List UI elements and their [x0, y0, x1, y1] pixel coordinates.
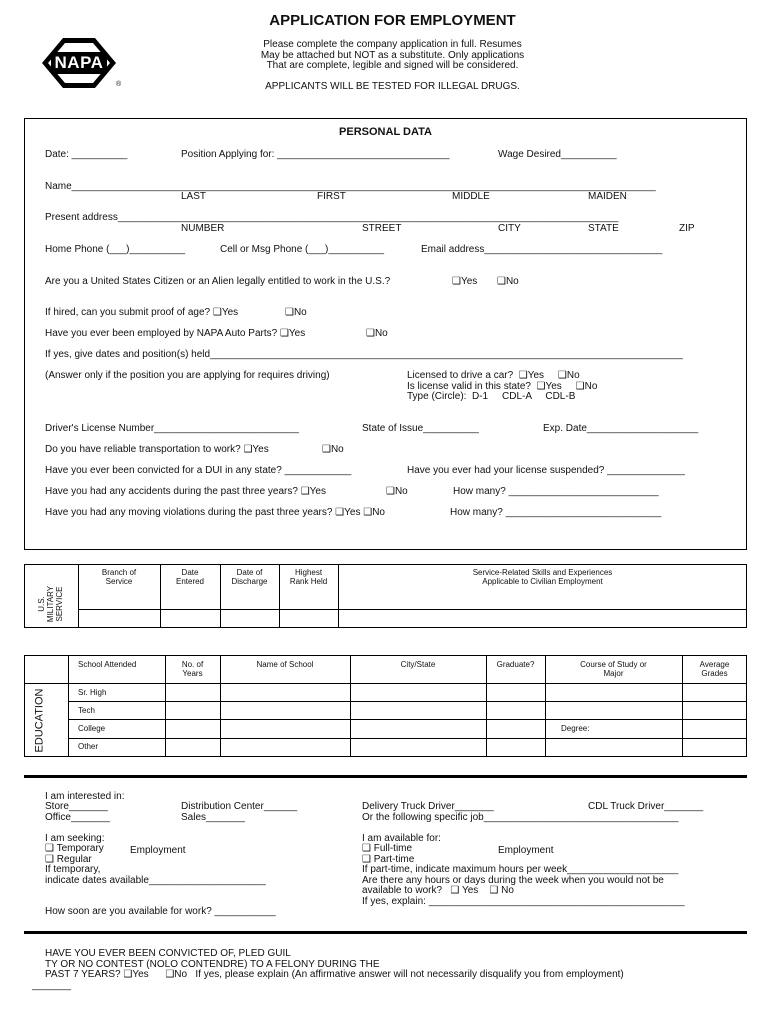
- violations-question[interactable]: Have you had any moving violations during the past three years? ❑Yes ❑No: [45, 507, 385, 518]
- name-last-label: LAST: [181, 191, 207, 202]
- col-skills-header: Service-Related Skills and Experiences Applicable to Civilian Employment: [472, 568, 613, 586]
- section-divider: [24, 775, 747, 778]
- available-for-heading: I am available for:: [362, 833, 441, 844]
- position-field[interactable]: Position Applying for: _______________________________: [181, 149, 450, 160]
- citizen-no-checkbox[interactable]: ❑No: [497, 276, 519, 287]
- edu-row-college: College: [78, 724, 106, 733]
- col-years-header: No. of Years: [181, 660, 204, 678]
- dl-state-field[interactable]: State of Issue__________: [362, 423, 479, 434]
- name-middle-label: MIDDLE: [452, 191, 490, 202]
- temp-dates-field[interactable]: indicate dates available_____________________: [45, 875, 266, 886]
- name-field[interactable]: Name_________________________________________________________________________________________________________: [45, 181, 656, 192]
- delivery-driver-field[interactable]: Delivery Truck Driver_______: [362, 801, 494, 812]
- license-valid-question[interactable]: Is license valid in this state? ❑Yes ❑No: [407, 381, 598, 392]
- addr-number-label: NUMBER: [181, 223, 225, 234]
- age-no-checkbox[interactable]: ❑No: [285, 307, 307, 318]
- if-temporary-label: If temporary,: [45, 864, 101, 875]
- felony-line-4[interactable]: _______: [32, 980, 71, 991]
- driving-note: (Answer only if the position you are applying for requires driving): [45, 370, 330, 381]
- suspended-question[interactable]: Have you ever had your license suspended? ______________: [407, 465, 685, 476]
- violations-count-field[interactable]: How many? ____________________________: [450, 507, 662, 518]
- interested-heading: I am interested in:: [45, 791, 125, 802]
- col-city-header: City/State: [400, 660, 436, 669]
- sales-field[interactable]: Sales_______: [181, 812, 245, 823]
- employment-label-2: Employment: [498, 845, 554, 856]
- address-field[interactable]: Present address__________________________________________________________________________________________: [45, 212, 619, 223]
- col-grades-header: Average Grades: [699, 660, 730, 678]
- transport-no-checkbox[interactable]: ❑No: [322, 444, 344, 455]
- registered-mark: ®: [116, 81, 122, 88]
- full-time-checkbox[interactable]: ❑ Full-time: [362, 843, 413, 854]
- licensed-question[interactable]: Licensed to drive a car? ❑Yes ❑No: [407, 370, 580, 381]
- email-field[interactable]: Email address________________________________: [421, 244, 663, 255]
- dui-question[interactable]: Have you ever been convicted for a DUI in any state? ____________: [45, 465, 352, 476]
- col-rank-header: Highest Rank Held: [289, 568, 328, 586]
- col-course-header: Course of Study or Major: [580, 660, 647, 678]
- addr-zip-label: ZIP: [679, 223, 695, 234]
- temporary-checkbox[interactable]: ❑ Temporary: [45, 843, 104, 854]
- citizen-question: Are you a United States Citizen or an Alien legally entitled to work in the U.S.?: [45, 276, 391, 287]
- felony-divider: [24, 931, 747, 934]
- napa-no-checkbox[interactable]: ❑No: [366, 328, 388, 339]
- edu-row-tech: Tech: [78, 706, 95, 715]
- napa-dates-field[interactable]: If yes, give dates and position(s) held_____________________________________________________________________________________: [45, 349, 683, 360]
- addr-city-label: CITY: [498, 223, 521, 234]
- instructions-line-3: That are complete, legible and signed will be considered.: [266, 60, 519, 71]
- felony-line-3[interactable]: PAST 7 YEARS? ❑Yes ❑No If yes, please explain (An affirmative answer will not necessarily disqualify you from employment): [45, 969, 624, 980]
- addr-state-label: STATE: [588, 223, 619, 234]
- part-time-checkbox[interactable]: ❑ Part-time: [362, 854, 415, 865]
- col-graduate-header: Graduate?: [496, 660, 535, 669]
- col-name-header: Name of School: [256, 660, 314, 669]
- if-yes-explain-field[interactable]: If yes, explain: ______________________________________________: [362, 896, 685, 907]
- felony-line-1: HAVE YOU EVER BEEN CONVICTED OF, PLED GUIL: [45, 948, 291, 959]
- store-field[interactable]: Store_______: [45, 801, 108, 812]
- degree-label: Degree:: [561, 724, 590, 733]
- employment-label-1: Employment: [130, 845, 186, 856]
- cdl-driver-field[interactable]: CDL Truck Driver_______: [588, 801, 704, 812]
- dl-number-field[interactable]: Driver's License Number__________________________: [45, 423, 299, 434]
- page-title: APPLICATION FOR EMPLOYMENT: [269, 12, 516, 29]
- cell-phone-field[interactable]: Cell or Msg Phone (___)__________: [220, 244, 384, 255]
- accidents-no-checkbox[interactable]: ❑No: [386, 486, 408, 497]
- addr-street-label: STREET: [362, 223, 402, 234]
- citizen-yes-checkbox[interactable]: ❑Yes: [452, 276, 478, 287]
- wage-field[interactable]: Wage Desired__________: [498, 149, 617, 160]
- name-maiden-label: MAIDEN: [588, 191, 627, 202]
- office-field[interactable]: Office_______: [45, 812, 110, 823]
- transport-question[interactable]: Do you have reliable transportation to work? ❑Yes: [45, 444, 269, 455]
- napa-employment-question[interactable]: Have you ever been employed by NAPA Auto Parts? ❑Yes: [45, 328, 306, 339]
- felony-line-2: TY OR NO CONTEST (NOLO CONTENDRE) TO A FELONY DURING THE: [45, 959, 380, 970]
- dl-exp-field[interactable]: Exp. Date____________________: [543, 423, 699, 434]
- seeking-heading: I am seeking:: [45, 833, 105, 844]
- edu-row-other: Other: [78, 742, 99, 751]
- col-discharge-header: Date of Discharge: [231, 568, 268, 586]
- col-entered-header: Date Entered: [175, 568, 205, 586]
- napa-logo: [40, 36, 118, 90]
- personal-data-heading: PERSONAL DATA: [339, 126, 432, 138]
- accidents-count-field[interactable]: How many? ___________________________: [453, 486, 659, 497]
- name-first-label: FIRST: [317, 191, 346, 202]
- edu-row-sr-high: Sr. High: [78, 688, 107, 697]
- specific-job-field[interactable]: Or the following specific job___________________________________: [362, 812, 679, 823]
- instructions-line-1: Please complete the company application in full. Resumes: [263, 39, 522, 50]
- col-branch-header: Branch of Service: [101, 568, 137, 586]
- distribution-field[interactable]: Distribution Center______: [181, 801, 298, 812]
- available-work-question[interactable]: available to work? ❑ Yes ❑ No: [362, 885, 514, 896]
- regular-checkbox[interactable]: ❑ Regular: [45, 854, 92, 865]
- license-type-question[interactable]: Type (Circle): D-1 CDL-A CDL-B: [407, 391, 576, 402]
- age-question[interactable]: If hired, can you submit proof of age? ❑Yes: [45, 307, 239, 318]
- drug-notice: APPLICANTS WILL BE TESTED FOR ILLEGAL DRUGS.: [265, 81, 520, 92]
- military-side-label: U.S. MILITARY SERVICE: [37, 585, 64, 623]
- accidents-question[interactable]: Have you had any accidents during the past three years? ❑Yes: [45, 486, 326, 497]
- date-field[interactable]: Date: __________: [45, 149, 128, 160]
- home-phone-field[interactable]: Home Phone (___)__________: [45, 244, 186, 255]
- part-time-hours-field[interactable]: If part-time, indicate maximum hours per week____________________: [362, 864, 679, 875]
- col-school-header: School Attended: [78, 660, 137, 669]
- how-soon-field[interactable]: How soon are you available for work? ___________: [45, 906, 276, 917]
- instructions-line-2: May be attached but NOT as a substitute. Only applications: [260, 50, 525, 61]
- unavailable-question: Are there any hours or days during the week when you would not be: [362, 875, 664, 886]
- education-side-label: EDUCATION: [33, 688, 46, 753]
- logo-text: NAPA: [54, 53, 104, 72]
